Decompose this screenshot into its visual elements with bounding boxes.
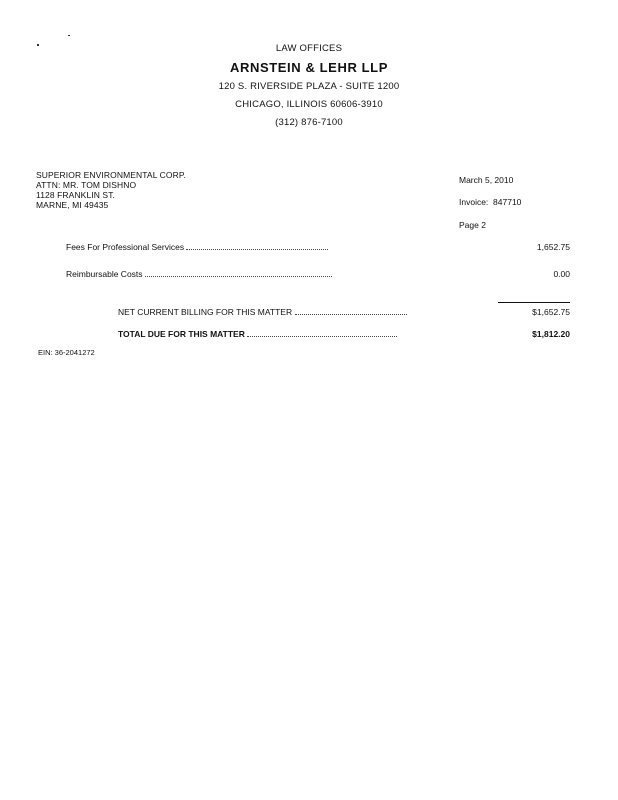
firm-phone: (312) 876-7100 bbox=[275, 117, 343, 128]
line-item-label: Fees For Professional Services bbox=[66, 242, 185, 252]
total-due-amount: $1,812.20 bbox=[532, 329, 570, 339]
letterhead-label: LAW OFFICES bbox=[275, 43, 343, 54]
total-due-label: TOTAL DUE FOR THIS MATTER bbox=[118, 329, 245, 339]
scan-speck bbox=[68, 35, 70, 36]
firm-name: ARNSTEIN & LEHR LLP bbox=[229, 60, 388, 75]
client-name: SUPERIOR ENVIRONMENTAL CORP. bbox=[36, 170, 187, 180]
line-item-label: Reimbursable Costs bbox=[66, 269, 143, 279]
line-item-costs bbox=[66, 269, 332, 279]
firm-address: 120 S. RIVERSIDE PLAZA - SUITE 1200 bbox=[218, 81, 400, 92]
invoice-label: Invoice: bbox=[459, 197, 489, 207]
line-item-fees bbox=[66, 242, 328, 252]
net-billing-amount: $1,652.75 bbox=[532, 307, 570, 317]
leader-dots bbox=[295, 307, 407, 315]
leader-dots bbox=[186, 242, 328, 250]
firm-city: CHICAGO, ILLINOIS 60606-3910 bbox=[235, 99, 383, 110]
client-attention: ATTN: MR. TOM DISHNO bbox=[36, 180, 137, 190]
page-number: Page 2 bbox=[459, 220, 486, 230]
invoice-number: 847710 bbox=[493, 197, 522, 207]
ein-number: EIN: 36-2041272 bbox=[38, 348, 95, 357]
total-due-row bbox=[118, 329, 397, 339]
client-city: MARNE, MI 49435 bbox=[36, 200, 109, 210]
invoice-number-row bbox=[459, 197, 521, 207]
net-billing-row bbox=[118, 307, 407, 317]
invoice-date: March 5, 2010 bbox=[459, 175, 514, 185]
line-item-amount: 0.00 bbox=[553, 269, 570, 279]
line-item-amount: 1,652.75 bbox=[536, 242, 570, 252]
client-address-block bbox=[36, 170, 186, 210]
subtotal-rule bbox=[498, 302, 570, 303]
leader-dots bbox=[247, 329, 397, 337]
net-billing-label: NET CURRENT BILLING FOR THIS MATTER bbox=[118, 307, 293, 317]
leader-dots bbox=[145, 269, 332, 277]
client-street: 1128 FRANKLIN ST. bbox=[36, 190, 116, 200]
